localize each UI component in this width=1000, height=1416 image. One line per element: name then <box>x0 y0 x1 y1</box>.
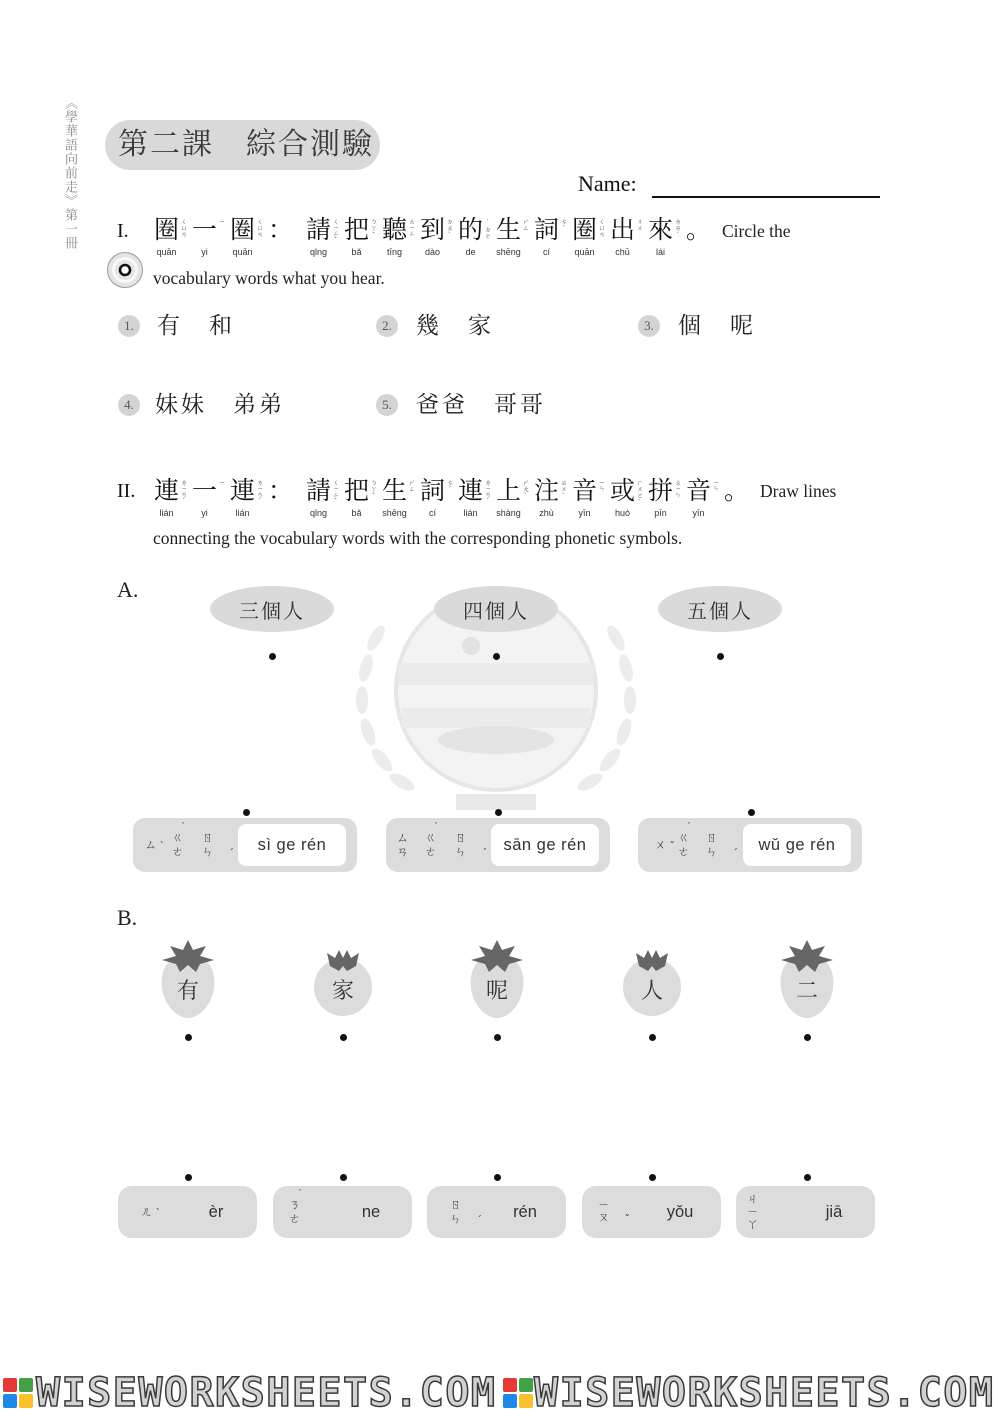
pinyin-text: rén <box>513 1203 537 1221</box>
pinyin-text: ne <box>361 1203 381 1221</box>
word-text: 四個人 <box>463 598 529 623</box>
word-text: 五個人 <box>687 598 753 623</box>
zhuyin-group <box>596 1199 630 1226</box>
part-a-label: A. <box>117 577 139 602</box>
zhuyin-tone: ˙ <box>297 1188 303 1201</box>
ruby-character: 圈 <box>153 215 179 244</box>
pinyin-box <box>743 824 851 866</box>
ruby-zhuyin: ㄌㄧㄢˊ <box>179 479 188 506</box>
ruby-pinyin: dào <box>424 247 441 257</box>
ruby-character: 音 <box>571 476 597 505</box>
footer-watermark-text: WISEWORKSHEETS.COM <box>534 1370 995 1416</box>
ruby-zhuyin: ㄏㄨㄛˋ <box>635 479 644 507</box>
zhuyin-group <box>746 1192 782 1232</box>
zhuyin-group <box>423 821 448 859</box>
item-words[interactable]: 妹妹 弟弟 <box>155 392 285 418</box>
ruby-pinyin: lái <box>655 247 665 257</box>
logo-square <box>519 1378 533 1392</box>
ruby-zhuyin: ㄧㄣ <box>597 479 606 491</box>
ruby-character: 。 <box>723 476 749 505</box>
pinyin-box <box>491 824 599 866</box>
ruby-pinyin: shēng <box>382 508 407 518</box>
connection-dot[interactable] <box>804 1174 811 1181</box>
logo-square <box>3 1378 17 1392</box>
fruit-character: 家 <box>331 979 354 1004</box>
ruby-zhuyin: ㄑㄩㄢ <box>255 218 264 238</box>
pinyin-text: èr <box>208 1203 224 1221</box>
ruby-character: 注 <box>533 476 559 505</box>
ruby-unit <box>723 477 761 521</box>
wiseworksheets-logo-icon <box>503 1378 533 1408</box>
zhuyin-tone: ˊ <box>476 1214 482 1227</box>
zhuyin-tone: ˇ <box>624 1212 630 1226</box>
section-1-instruction <box>153 216 723 260</box>
item-number-badge <box>118 394 140 416</box>
item-number: 4. <box>124 397 134 412</box>
ruby-character: 請 <box>305 215 331 244</box>
ruby-zhuyin: ㄌㄧㄢˊ <box>483 479 492 506</box>
zhuyin-syllable <box>704 818 738 872</box>
ruby-zhuyin: ㄕㄥ <box>521 218 530 231</box>
ruby-zhuyin: ㄘˊ <box>559 218 568 233</box>
ruby-pinyin: shēng <box>496 247 521 257</box>
zhuyin-tone: ˙ <box>686 821 692 834</box>
ruby-character: 拼 <box>647 476 673 505</box>
ruby-character: 一 <box>191 476 217 505</box>
ruby-zhuyin: ㄧ <box>217 479 226 485</box>
ruby-pinyin: cí <box>542 247 550 257</box>
section-1-english-line2: vocabulary words what you hear. <box>153 268 385 288</box>
item-words[interactable]: 幾 家 <box>416 313 494 339</box>
pinyin-text: wǔ ge rén <box>758 835 836 854</box>
connection-dot[interactable] <box>185 1034 192 1041</box>
ruby-pinyin: yīn <box>692 508 705 518</box>
word-bubble <box>658 586 782 632</box>
zhuyin-tone: ˊ <box>732 847 738 860</box>
pinyin-text: jiā <box>825 1203 843 1221</box>
section-1-english-line1: Circle the <box>722 221 791 241</box>
phonetic-card <box>427 1186 566 1238</box>
ruby-zhuyin: ㄊㄧㄥ <box>407 218 416 237</box>
phonetic-card <box>638 818 862 872</box>
connection-dot[interactable] <box>340 1174 347 1181</box>
ruby-pinyin: bǎ <box>351 508 362 518</box>
word-bubble <box>210 586 334 632</box>
ruby-unit <box>685 216 723 260</box>
zhuyin-group <box>448 1198 482 1227</box>
item-words[interactable]: 個 呢 <box>678 313 756 339</box>
section-2-english-line1: Draw lines <box>760 481 837 501</box>
ruby-unit <box>647 216 685 260</box>
connection-dot[interactable] <box>269 653 276 660</box>
ruby-character: 聽 <box>381 215 407 244</box>
ruby-character: 來 <box>647 215 673 244</box>
audio-cd-icon[interactable] <box>106 251 144 289</box>
zhuyin-group <box>704 831 738 860</box>
zhuyin-group <box>139 1205 161 1220</box>
zhuyin-group <box>200 831 234 860</box>
phonetic-card <box>386 818 610 872</box>
ruby-character: ： <box>267 476 293 505</box>
ruby-character: 請 <box>305 476 331 505</box>
ruby-zhuyin: ㄧㄣ <box>711 479 720 491</box>
ruby-pinyin: de <box>465 247 476 257</box>
zhuyin-base: ㄍㄜ <box>170 831 184 859</box>
section-2-numeral: II. <box>117 480 136 502</box>
ruby-zhuyin: ㄉㄠˋ <box>445 218 454 239</box>
ruby-pinyin: pīn <box>654 508 667 518</box>
section-2-instruction <box>153 477 761 521</box>
wiseworksheets-logo-icon <box>3 1378 33 1408</box>
section-2-english-line2: connecting the vocabulary words with the corresponding phonetic symbols. <box>153 528 683 548</box>
zhuyin-base: ㄋㄜ <box>287 1198 301 1226</box>
zhuyin-tone: ˊ <box>481 847 487 860</box>
zhuyin-base: ㄖㄣ <box>448 1198 462 1226</box>
zhuyin-tone: ˋ <box>155 1207 161 1220</box>
ruby-character: 一 <box>191 215 217 244</box>
zhuyin-tone: ˙ <box>180 821 186 834</box>
logo-square <box>19 1378 33 1392</box>
item-number-badge <box>376 394 398 416</box>
zhuyin-syllable <box>200 818 234 872</box>
ruby-character: 或 <box>609 476 635 505</box>
ruby-zhuyin: ㄘˊ <box>445 479 454 494</box>
fruit-character: 二 <box>795 979 818 1004</box>
ruby-character: 連 <box>153 476 179 505</box>
ruby-character: 生 <box>381 476 407 505</box>
connection-dot[interactable] <box>493 653 500 660</box>
ruby-character: 生 <box>495 215 521 244</box>
ruby-pinyin: lián <box>463 508 478 518</box>
lesson-title-banner <box>105 120 380 170</box>
ruby-pinyin: bǎ <box>351 247 362 257</box>
ruby-character: 連 <box>229 476 255 505</box>
ruby-pinyin: zhù <box>539 508 554 518</box>
ruby-pinyin: quān <box>156 247 177 257</box>
zhuyin-group <box>653 838 675 853</box>
zhuyin-tone: ˙ <box>433 821 439 834</box>
zhuyin-tone: ˊ <box>228 847 234 860</box>
connection-dot[interactable] <box>494 1034 501 1041</box>
ruby-zhuyin: ㄑㄧㄥˇ <box>331 218 340 245</box>
phonetic-card <box>118 1186 257 1238</box>
connection-dot[interactable] <box>649 1174 656 1181</box>
ruby-zhuyin: ㄑㄩㄢ <box>597 218 606 238</box>
ruby-character: 圈 <box>571 215 597 244</box>
zhuyin-base: ㄖㄣ <box>704 831 718 859</box>
zhuyin-syllable <box>136 1186 161 1238</box>
logo-square <box>503 1378 517 1392</box>
ruby-zhuyin: ㄅㄚˇ <box>369 218 378 239</box>
item-words[interactable]: 爸爸 哥哥 <box>416 392 546 418</box>
phonetic-card <box>133 818 357 872</box>
ruby-pinyin: yīn <box>578 508 591 518</box>
footer-watermark-text: WISEWORKSHEETS.COM <box>36 1370 497 1416</box>
pinyin-text: sì ge rén <box>257 835 327 854</box>
connection-dot[interactable] <box>649 1034 656 1041</box>
ruby-unit <box>229 216 267 260</box>
zhuyin-base: ㄧㄡ <box>596 1199 610 1225</box>
ruby-zhuyin: ㄆㄧㄣ <box>673 479 682 498</box>
ruby-pinyin: yi <box>201 247 208 257</box>
zhuyin-base: ㄍㄜ <box>423 831 437 859</box>
item-number: 1. <box>124 318 134 333</box>
ruby-pinyin: yi <box>201 508 208 518</box>
fruit-character: 人 <box>640 979 663 1004</box>
logo-square <box>3 1394 17 1408</box>
zhuyin-syllable <box>650 818 675 872</box>
ruby-zhuyin: ㄑㄩㄢ <box>179 218 188 238</box>
word-text: 三個人 <box>239 598 305 623</box>
zhuyin-syllable <box>140 818 165 872</box>
zhuyin-group <box>143 838 165 853</box>
ruby-pinyin: chū <box>615 247 630 257</box>
connection-dot[interactable] <box>494 1174 501 1181</box>
ruby-character: ： <box>267 215 293 244</box>
ruby-pinyin: quān <box>574 247 595 257</box>
ruby-pinyin: qǐng <box>309 247 327 257</box>
zhuyin-base: ㄨ <box>653 838 667 852</box>
connection-dot[interactable] <box>243 809 250 816</box>
zhuyin-syllable <box>676 818 699 872</box>
ruby-zhuyin: ㄔㄨ <box>635 218 644 231</box>
fruit-character: 呢 <box>485 979 508 1004</box>
zhuyin-group <box>396 831 420 859</box>
ruby-pinyin: qǐng <box>309 508 327 518</box>
ruby-pinyin: quān <box>232 247 253 257</box>
connection-dot[interactable] <box>717 653 724 660</box>
zhuyin-group <box>453 831 487 860</box>
zhuyin-base: ㄖㄣ <box>200 831 214 859</box>
ruby-unit <box>229 477 267 521</box>
fruit-character: 有 <box>176 979 199 1004</box>
zhuyin-base: ㄐㄧㄚ <box>745 1192 759 1232</box>
phonetic-card <box>582 1186 721 1238</box>
zhuyin-syllable <box>423 818 446 872</box>
zhuyin-tone: ˋ <box>159 840 165 853</box>
ruby-zhuyin: ㄓㄨˋ <box>559 479 568 500</box>
ruby-unit <box>685 477 723 521</box>
ruby-character: 連 <box>457 476 483 505</box>
zhuyin-syllable <box>395 818 418 872</box>
zhuyin-syllable <box>596 1186 630 1238</box>
item-number: 2. <box>382 318 392 333</box>
ruby-character: 到 <box>419 215 445 244</box>
book-title-vertical: 《學華語向前走》第一冊 <box>62 96 77 250</box>
phonetic-card <box>273 1186 412 1238</box>
pinyin-box <box>238 824 346 866</box>
zhuyin-syllable <box>453 818 487 872</box>
logo-square <box>503 1394 517 1408</box>
ruby-character: 把 <box>343 215 369 244</box>
item-number-badge <box>376 315 398 337</box>
zhuyin-base: ㄖㄣ <box>453 831 467 859</box>
ruby-pinyin: shàng <box>496 508 521 518</box>
ruby-zhuyin: ㄌㄧㄢˊ <box>255 479 264 506</box>
word-bubble <box>434 586 558 632</box>
ruby-zhuyin: ㄕㄥ <box>407 479 416 492</box>
zhuyin-group <box>287 1188 312 1226</box>
ruby-character: 圈 <box>229 215 255 244</box>
ruby-character: 的 <box>457 215 483 244</box>
ruby-character: 上 <box>495 476 521 505</box>
ruby-zhuyin: ㄌㄞˊ <box>673 218 682 239</box>
item-number: 5. <box>382 397 392 412</box>
name-answer-line[interactable] <box>652 196 880 198</box>
ruby-zhuyin: ㄕㄤˋ <box>521 479 530 500</box>
ruby-character: 詞 <box>419 476 445 505</box>
connection-dot[interactable] <box>185 1174 192 1181</box>
connection-dot[interactable] <box>340 1034 347 1041</box>
ruby-character: 詞 <box>533 215 559 244</box>
zhuyin-group <box>676 821 701 859</box>
ruby-character: 出 <box>609 215 635 244</box>
zhuyin-group <box>170 821 195 859</box>
item-number-badge <box>638 315 660 337</box>
zhuyin-base: ㄍㄜ <box>676 831 690 859</box>
zhuyin-tone: ˇ <box>669 840 675 853</box>
ruby-pinyin: lián <box>159 508 174 518</box>
name-label: Name: <box>578 171 637 196</box>
ruby-zhuyin: ㄑㄧㄥˇ <box>331 479 340 506</box>
ruby-pinyin: lián <box>235 508 250 518</box>
logo-square <box>519 1394 533 1408</box>
zhuyin-syllable <box>170 818 193 872</box>
ruby-pinyin: tīng <box>386 247 402 257</box>
ruby-character: 把 <box>343 476 369 505</box>
zhuyin-base: ㄦ <box>139 1205 153 1219</box>
ruby-zhuyin: ㄅㄚˇ <box>369 479 378 500</box>
part-b-label: B. <box>117 905 138 930</box>
logo-square <box>19 1394 33 1408</box>
ruby-character: 。 <box>685 215 711 244</box>
item-number-badge <box>118 315 140 337</box>
zhuyin-syllable <box>745 1186 774 1238</box>
section-1-numeral: I. <box>117 220 129 242</box>
zhuyin-syllable <box>448 1186 482 1238</box>
lesson-title: 第二課 綜合測驗 <box>118 127 374 162</box>
item-words[interactable]: 有 和 <box>157 313 235 339</box>
ruby-zhuyin: ㄧ <box>217 218 226 224</box>
ruby-character: 音 <box>685 476 711 505</box>
connection-dot[interactable] <box>495 809 502 816</box>
item-number: 3. <box>644 318 654 333</box>
ruby-pinyin: cí <box>428 508 436 518</box>
zhuyin-syllable <box>287 1186 310 1238</box>
pinyin-text: sān ge rén <box>503 835 587 854</box>
ruby-pinyin: huò <box>614 508 631 518</box>
zhuyin-base: ㄙ <box>143 838 157 852</box>
connection-dot[interactable] <box>804 1034 811 1041</box>
connection-dot[interactable] <box>748 809 755 816</box>
ruby-zhuyin: ˙ㄉㄜ <box>483 218 492 239</box>
pinyin-text: yǒu <box>666 1203 694 1221</box>
zhuyin-base: ㄙㄢ <box>395 831 409 859</box>
phonetic-card <box>736 1186 875 1238</box>
